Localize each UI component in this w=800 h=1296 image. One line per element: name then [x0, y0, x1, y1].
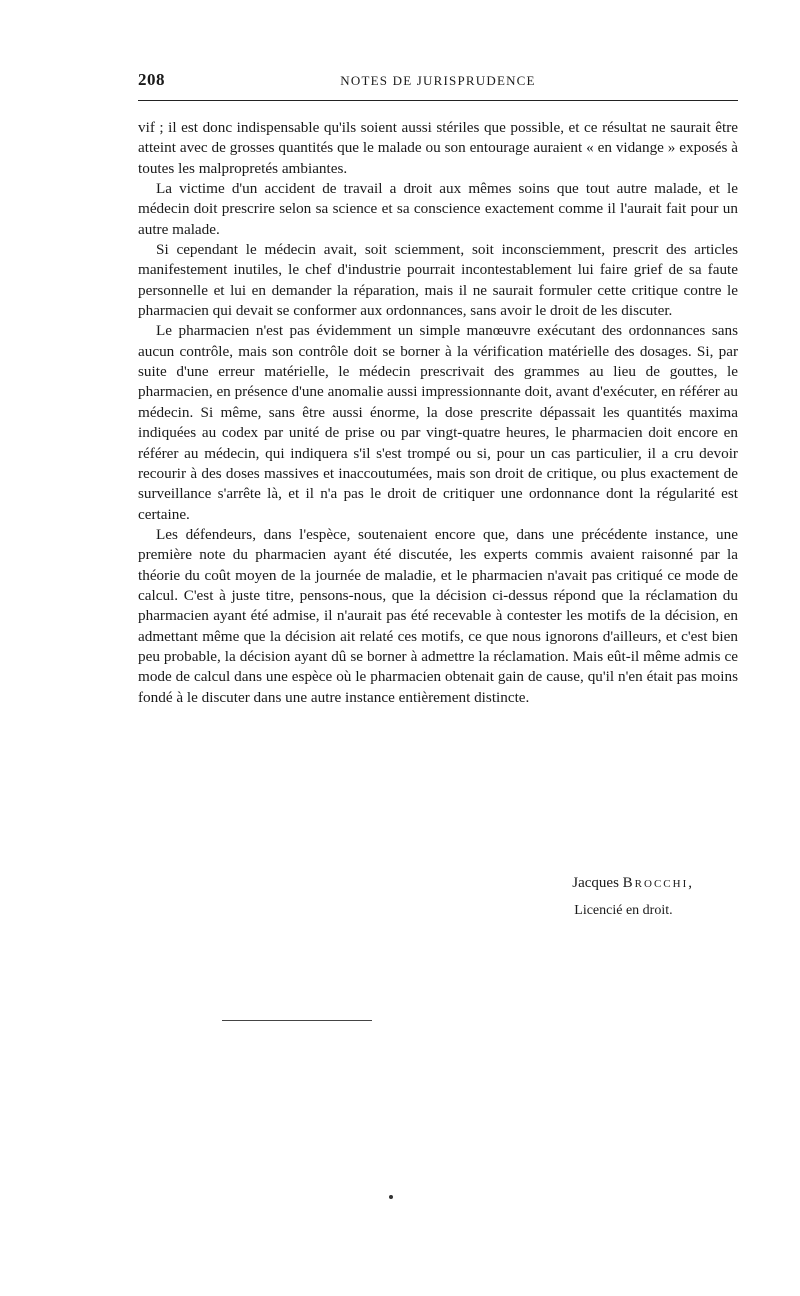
- paragraph-defendants-argument: Les défendeurs, dans l'espèce, soutenaient encore que, dans une précédente instance, une première note du pharmacien ayant été discutée, les experts commis avaient raisonné par la théorie du coût moyen de la journée de maladie, et le pharmacien n'avait pas critiqué ce mode de calcul. C'est à juste titre, pensons-nous, que la décision ci-dessus répond que la réclamation du pharmacien ayant été admise, il n'aurait pas été recevable à contester les motifs de la décision, en admettant même que la décision ait relaté ces motifs, ce que nous ignorons d'ailleurs, et c'est bien peu probable, la décision ayant dû se borner à admettre la réclamation. Mais eût-il même admis ce mode de calcul dans une espèce où le pharmacien obtenait gain de cause, qu'il n'en était pas moins fondé à le discuter dans une autre instance entièrement distincte.: [138, 525, 738, 706]
- header-rule: [138, 100, 738, 101]
- document-page: [138, 0, 738, 1296]
- page-number: 208: [138, 70, 165, 89]
- paragraph-continuation: vif ; il est donc indispensable qu'ils soient aussi stériles que possible, et ce résultat ne saurait être atteint avec de grosses quantités que le malade ou son entourage auraient « en vidange » exposés à toutes les malpropretés ambiantes.: [138, 119, 738, 177]
- author-name: [572, 870, 694, 897]
- running-head: NOTES DE JURISPRUDENCE: [340, 73, 536, 88]
- author-first-name: Jacques: [572, 875, 619, 891]
- end-rule: [222, 1020, 372, 1021]
- author-title: Licencié en droit.: [574, 903, 673, 918]
- paragraph-doctor-liability: Si cependant le médecin avait, soit sciemment, soit inconsciemment, prescrit des articles manifestement inutiles, le chef d'industrie pourrait incontestablement lui faire grief de sa faute personnelle et lui en demander la réparation, mais il ne saurait formuler cette critique contre le pharmacien qui devait se conformer aux ordonnances, sans avoir le droit de les discuter.: [138, 241, 738, 320]
- paragraph-pharmacist-control: Le pharmacien n'est pas évidemment un simple manœuvre exécutant des ordonnances sans aucun contrôle, mais son contrôle doit se borner à la vérification matérielle des dosages. Si, par suite d'une erreur matérielle, le médecin prescrivait des grammes au lieu de gouttes, le pharmacien, en présence d'une anomalie aussi impressionnante doit, avant d'exécuter, en référer au médecin. Si même, sans être aussi énorme, la dose prescrite dépassait les quantités maxima indiquées au codex par unité de prise ou par vingt-quatre heures, le pharmacien doit encore en référer au médecin, qui indiquera s'il s'est trompé ou si, pour un cas particulier, il a cru devoir recourir à des doses massives et inaccoutumées, mais son droit de critique, ou plus exactement de surveillance s'arrête là, et il n'a pas le droit de critiquer une ordonnance dont la régularité est certaine.: [138, 322, 738, 523]
- body-text: [138, 118, 738, 708]
- page-header: [138, 70, 738, 96]
- stray-mark: [389, 1195, 393, 1199]
- paragraph-victim-rights: La victime d'un accident de travail a droit aux mêmes soins que tout autre malade, et le médecin doit prescrire selon sa science et sa conscience exactement comme il l'aurait fait pour un autre malade.: [138, 180, 738, 238]
- signature-block: [572, 870, 694, 924]
- author-surname: Brocchi,: [622, 875, 694, 891]
